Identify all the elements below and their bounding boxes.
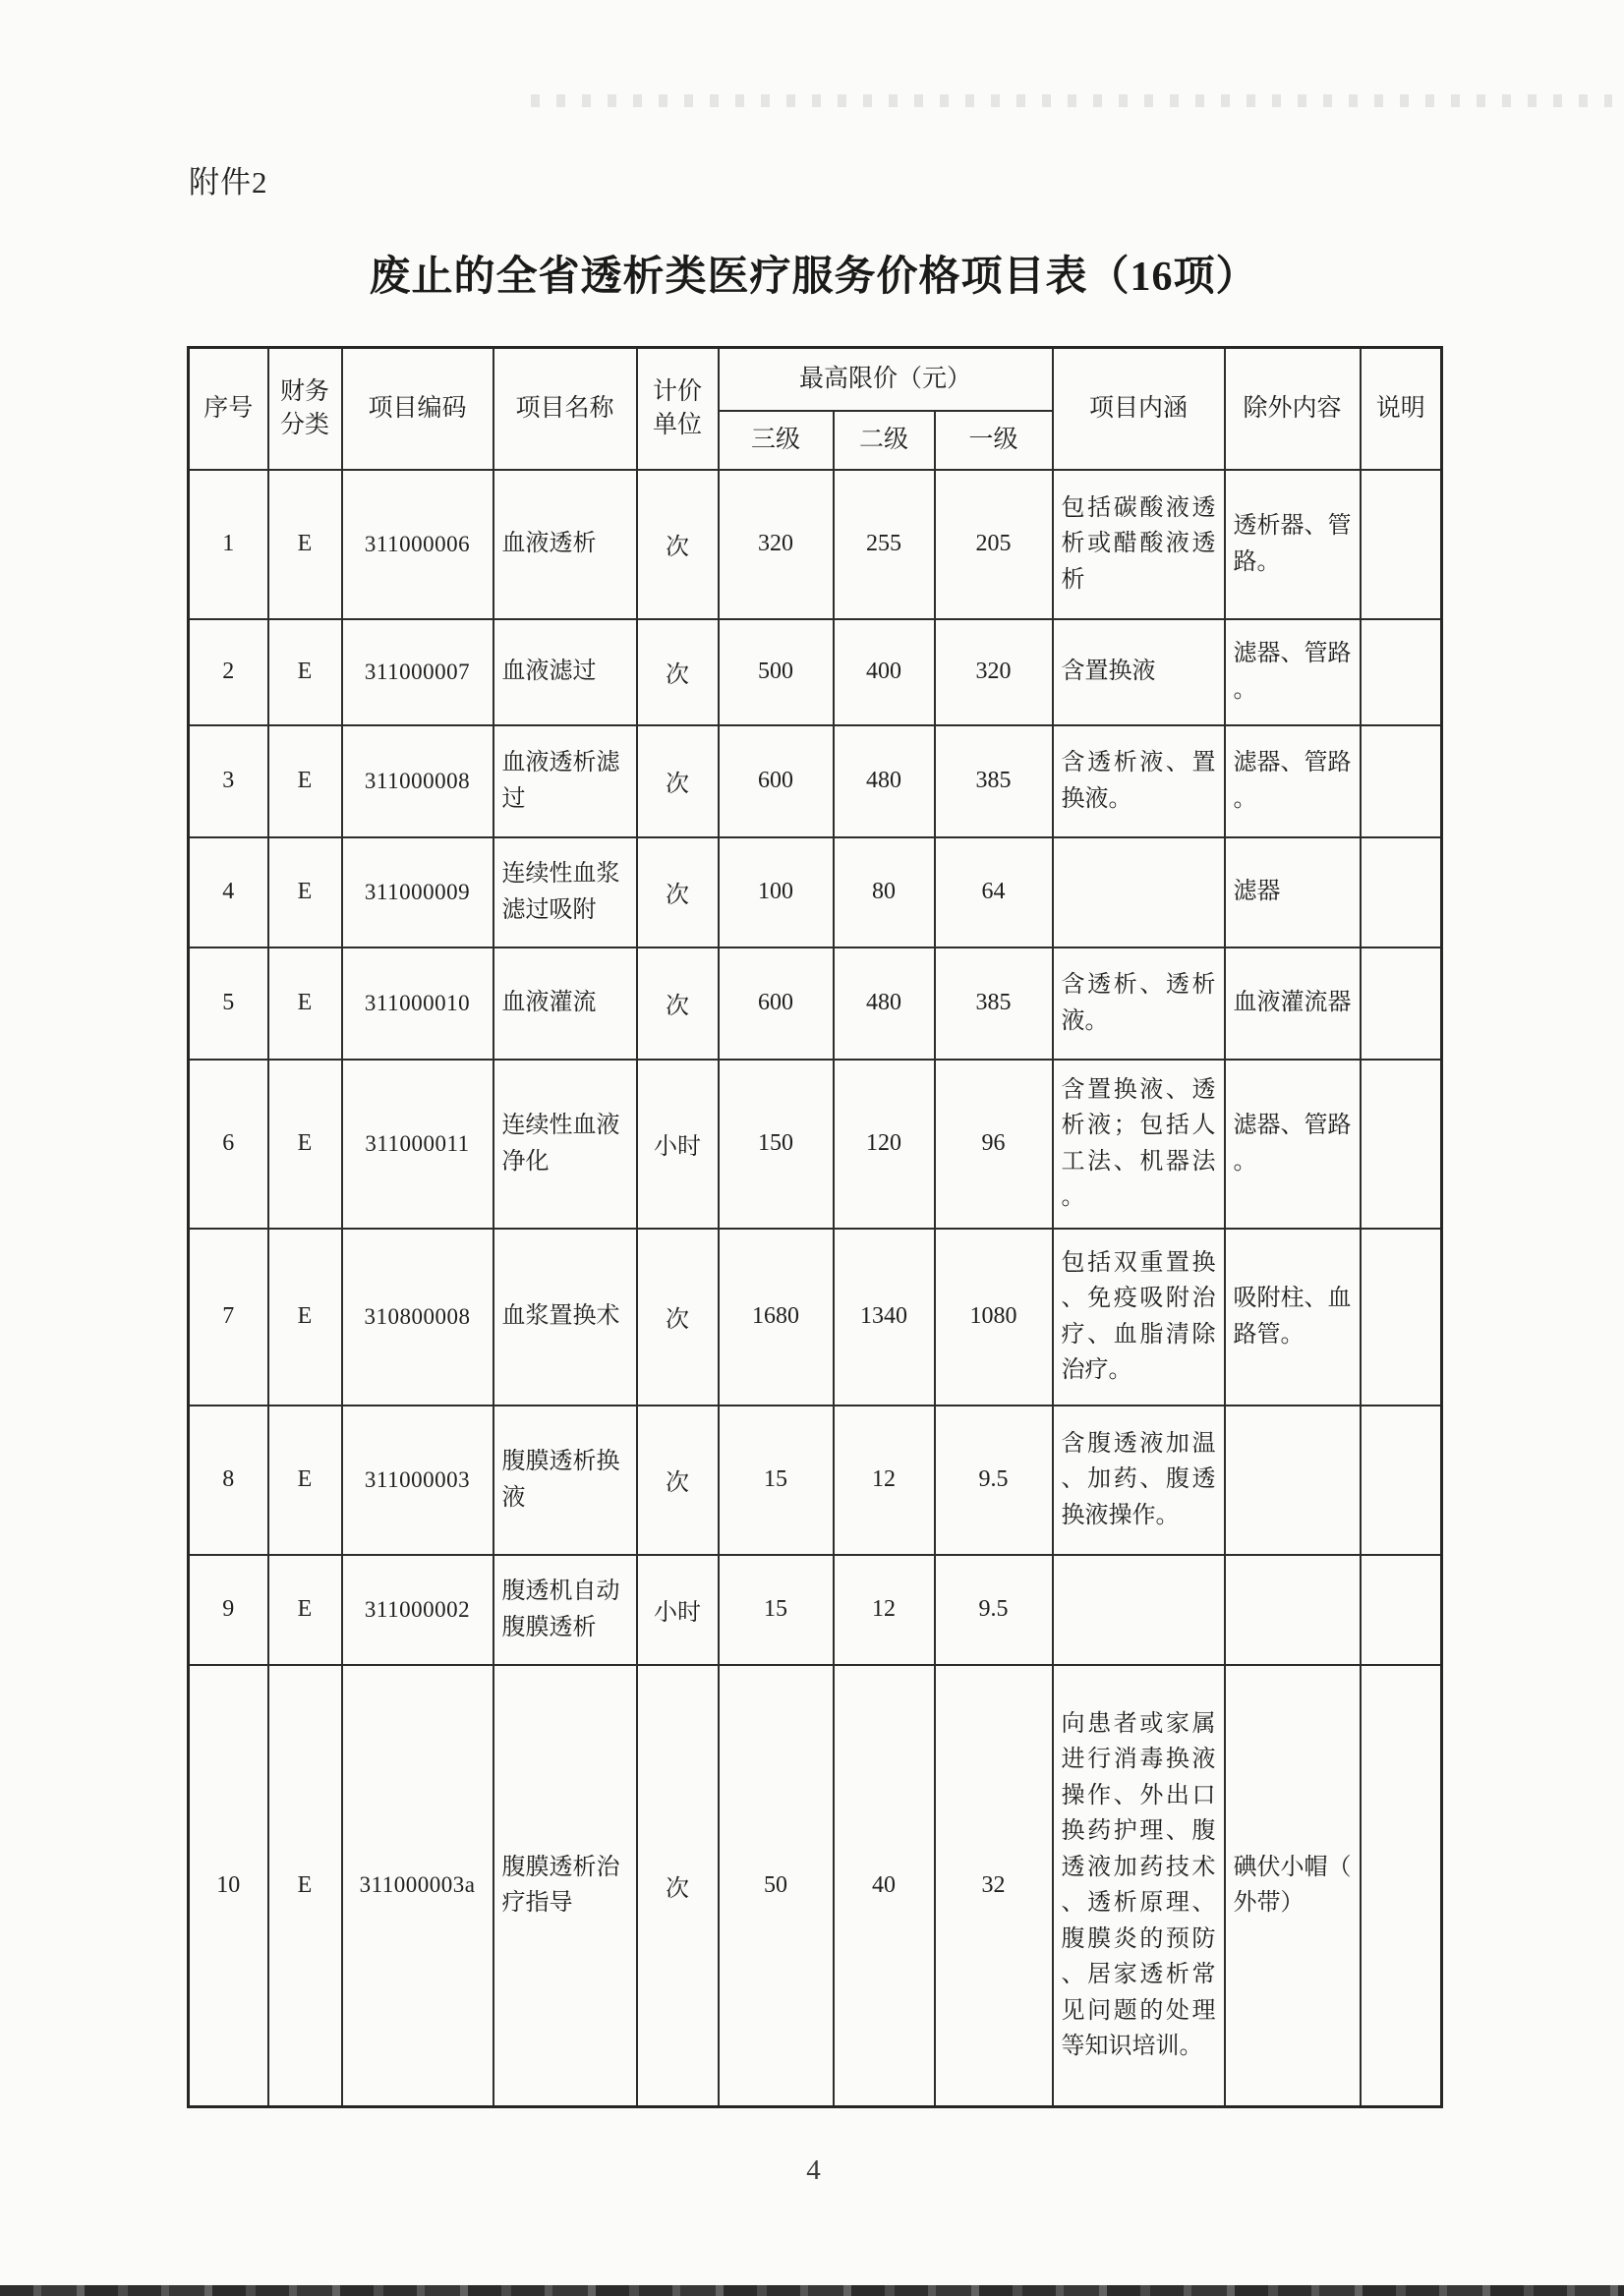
cell-price-tier2: 12 <box>834 1555 935 1665</box>
cell-finance-class: E <box>268 947 342 1060</box>
cell-price-tier3: 320 <box>719 470 834 619</box>
cell-item-name: 腹膜透析治疗指导 <box>493 1665 637 2107</box>
cell-price-tier1: 9.5 <box>935 1406 1053 1555</box>
cell-price-tier3: 600 <box>719 947 834 1060</box>
scan-artifact <box>531 94 1612 107</box>
header-price-group: 最高限价（元） <box>719 348 1053 411</box>
cell-item-code: 311000006 <box>342 470 493 619</box>
attachment-label: 附件2 <box>189 165 268 200</box>
cell-item-code: 311000003a <box>342 1665 493 2107</box>
page-number: 4 <box>806 2154 821 2186</box>
cell-finance-class: E <box>268 837 342 947</box>
cell-seq: 9 <box>189 1555 268 1665</box>
header-item-content: 项目内涵 <box>1053 348 1225 470</box>
header-tier2: 二级 <box>834 411 935 470</box>
price-table <box>187 346 1443 2108</box>
cell-unit: 次 <box>637 1229 719 1406</box>
cell-note <box>1361 1060 1442 1229</box>
cell-seq: 4 <box>189 837 268 947</box>
cell-finance-class: E <box>268 1665 342 2107</box>
cell-item-content: 包括碳酸液透析或醋酸液透析 <box>1053 470 1225 619</box>
cell-price-tier1: 1080 <box>935 1229 1053 1406</box>
cell-price-tier3: 100 <box>719 837 834 947</box>
cell-price-tier3: 600 <box>719 725 834 837</box>
cell-unit: 次 <box>637 619 719 725</box>
cell-unit: 次 <box>637 1406 719 1555</box>
cell-seq: 6 <box>189 1060 268 1229</box>
cell-seq: 8 <box>189 1406 268 1555</box>
cell-exclusion: 滤器、管路。 <box>1225 619 1361 725</box>
cell-price-tier2: 12 <box>834 1406 935 1555</box>
cell-exclusion: 滤器、管路。 <box>1225 1060 1361 1229</box>
cell-item-name: 腹膜透析换液 <box>493 1406 637 1555</box>
cell-finance-class: E <box>268 1060 342 1229</box>
cell-unit: 次 <box>637 470 719 619</box>
cell-item-content: 含置换液、透析液；包括人工法、机器法。 <box>1053 1060 1225 1229</box>
table-row <box>189 725 1442 837</box>
cell-item-name: 腹透机自动腹膜透析 <box>493 1555 637 1665</box>
cell-price-tier3: 15 <box>719 1555 834 1665</box>
cell-note <box>1361 1406 1442 1555</box>
cell-seq: 5 <box>189 947 268 1060</box>
cell-price-tier3: 15 <box>719 1406 834 1555</box>
cell-price-tier2: 120 <box>834 1060 935 1229</box>
cell-note <box>1361 947 1442 1060</box>
header-unit: 计价单位 <box>637 348 719 470</box>
cell-exclusion: 血液灌流器 <box>1225 947 1361 1060</box>
cell-price-tier2: 480 <box>834 947 935 1060</box>
header-item-code: 项目编码 <box>342 348 493 470</box>
cell-item-content <box>1053 1555 1225 1665</box>
cell-seq: 10 <box>189 1665 268 2107</box>
cell-unit: 次 <box>637 1665 719 2107</box>
cell-price-tier3: 150 <box>719 1060 834 1229</box>
cell-seq: 2 <box>189 619 268 725</box>
cell-price-tier1: 9.5 <box>935 1555 1053 1665</box>
cell-item-name: 连续性血液净化 <box>493 1060 637 1229</box>
cell-price-tier2: 80 <box>834 837 935 947</box>
cell-seq: 3 <box>189 725 268 837</box>
cell-price-tier1: 320 <box>935 619 1053 725</box>
table-body <box>189 470 1442 2107</box>
cell-note <box>1361 725 1442 837</box>
table-row <box>189 1555 1442 1665</box>
scan-edge-strip <box>0 2285 1624 2296</box>
cell-item-code: 311000008 <box>342 725 493 837</box>
cell-item-name: 血液透析滤过 <box>493 725 637 837</box>
cell-item-name: 血浆置换术 <box>493 1229 637 1406</box>
cell-price-tier3: 500 <box>719 619 834 725</box>
cell-item-code: 311000011 <box>342 1060 493 1229</box>
cell-exclusion <box>1225 1555 1361 1665</box>
header-finance-class: 财务分类 <box>268 348 342 470</box>
header-exclusion: 除外内容 <box>1225 348 1361 470</box>
cell-unit: 小时 <box>637 1555 719 1665</box>
cell-exclusion: 滤器、管路。 <box>1225 725 1361 837</box>
header-tier1: 一级 <box>935 411 1053 470</box>
cell-price-tier2: 255 <box>834 470 935 619</box>
cell-price-tier1: 385 <box>935 725 1053 837</box>
cell-finance-class: E <box>268 725 342 837</box>
table-row <box>189 1229 1442 1406</box>
cell-note <box>1361 470 1442 619</box>
cell-price-tier1: 385 <box>935 947 1053 1060</box>
cell-note <box>1361 837 1442 947</box>
header-item-name: 项目名称 <box>493 348 637 470</box>
cell-exclusion: 滤器 <box>1225 837 1361 947</box>
cell-seq: 1 <box>189 470 268 619</box>
cell-item-code: 311000007 <box>342 619 493 725</box>
cell-item-name: 血液透析 <box>493 470 637 619</box>
cell-item-name: 血液滤过 <box>493 619 637 725</box>
cell-unit: 小时 <box>637 1060 719 1229</box>
cell-finance-class: E <box>268 1229 342 1406</box>
cell-price-tier2: 480 <box>834 725 935 837</box>
cell-price-tier1: 205 <box>935 470 1053 619</box>
cell-item-code: 311000010 <box>342 947 493 1060</box>
cell-note <box>1361 1555 1442 1665</box>
cell-note <box>1361 1229 1442 1406</box>
header-seq: 序号 <box>189 348 268 470</box>
cell-item-code: 311000003 <box>342 1406 493 1555</box>
cell-item-code: 310800008 <box>342 1229 493 1406</box>
table-row <box>189 1406 1442 1555</box>
cell-unit: 次 <box>637 947 719 1060</box>
page-title: 废止的全省透析类医疗服务价格项目表（16项） <box>369 255 1258 300</box>
cell-note <box>1361 619 1442 725</box>
table-row <box>189 947 1442 1060</box>
cell-finance-class: E <box>268 1406 342 1555</box>
cell-exclusion: 透析器、管路。 <box>1225 470 1361 619</box>
cell-price-tier2: 400 <box>834 619 935 725</box>
cell-finance-class: E <box>268 1555 342 1665</box>
cell-finance-class: E <box>268 619 342 725</box>
table-row <box>189 470 1442 619</box>
cell-exclusion: 碘伏小帽（外带） <box>1225 1665 1361 2107</box>
cell-price-tier1: 32 <box>935 1665 1053 2107</box>
table-header <box>189 348 1442 470</box>
cell-item-name: 血液灌流 <box>493 947 637 1060</box>
cell-price-tier1: 96 <box>935 1060 1053 1229</box>
cell-note <box>1361 1665 1442 2107</box>
cell-item-content: 包括双重置换、免疫吸附治疗、血脂清除治疗。 <box>1053 1229 1225 1406</box>
cell-price-tier2: 40 <box>834 1665 935 2107</box>
header-tier3: 三级 <box>719 411 834 470</box>
table-row <box>189 1060 1442 1229</box>
cell-item-content: 含腹透液加温、加药、腹透换液操作。 <box>1053 1406 1225 1555</box>
cell-item-code: 311000009 <box>342 837 493 947</box>
cell-item-content: 含透析、透析液。 <box>1053 947 1225 1060</box>
table-row <box>189 1665 1442 2107</box>
cell-seq: 7 <box>189 1229 268 1406</box>
cell-item-code: 311000002 <box>342 1555 493 1665</box>
cell-item-name: 连续性血浆滤过吸附 <box>493 837 637 947</box>
cell-exclusion <box>1225 1406 1361 1555</box>
cell-unit: 次 <box>637 837 719 947</box>
cell-item-content: 向患者或家属进行消毒换液操作、外出口换药护理、腹透液加药技术、透析原理、腹膜炎的预防、居家透析常见问题的处理等知识培训。 <box>1053 1665 1225 2107</box>
cell-item-content <box>1053 837 1225 947</box>
cell-item-content: 含透析液、置换液。 <box>1053 725 1225 837</box>
cell-unit: 次 <box>637 725 719 837</box>
table-row <box>189 619 1442 725</box>
cell-item-content: 含置换液 <box>1053 619 1225 725</box>
cell-price-tier3: 1680 <box>719 1229 834 1406</box>
cell-price-tier1: 64 <box>935 837 1053 947</box>
cell-price-tier2: 1340 <box>834 1229 935 1406</box>
cell-finance-class: E <box>268 470 342 619</box>
cell-price-tier3: 50 <box>719 1665 834 2107</box>
cell-exclusion: 吸附柱、血路管。 <box>1225 1229 1361 1406</box>
header-note: 说明 <box>1361 348 1442 470</box>
table-row <box>189 837 1442 947</box>
